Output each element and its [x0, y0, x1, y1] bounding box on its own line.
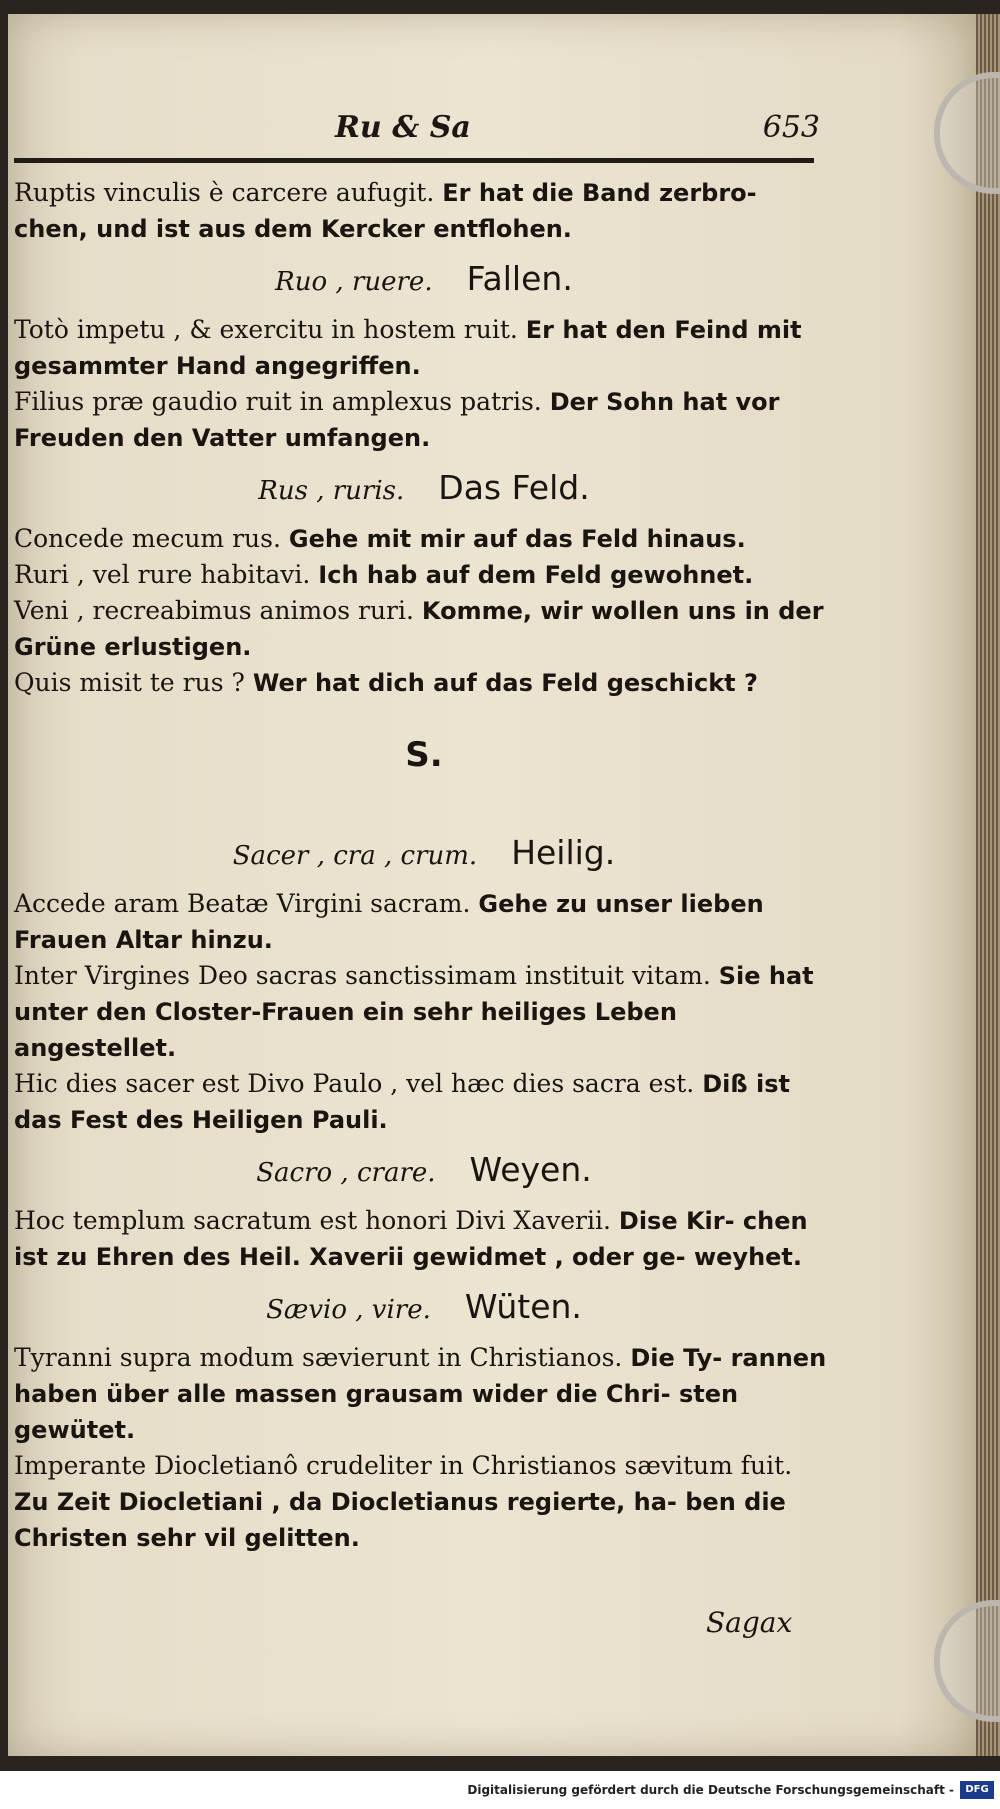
- headword-latin: Sacro , crare.: [256, 1158, 436, 1188]
- footer-credit: Digitalisierung gefördert durch die Deutsche Forschungsgemeinschaft -: [467, 1783, 954, 1797]
- example-sentence: [14, 312, 834, 384]
- dictionary-entry: [14, 1148, 834, 1275]
- page-edge: [976, 14, 1000, 1756]
- example-german: Diß ist das Fest des Heiligen Pauli.: [14, 1070, 790, 1134]
- section-letter: S.: [405, 735, 443, 775]
- example-latin: Imperante Diocletianô crudeliter in Christianos sævitum fuit.: [14, 1451, 793, 1480]
- headword-german: Fallen.: [466, 259, 573, 298]
- headword-latin: Sævio , vire.: [266, 1295, 431, 1325]
- example-german: Dise Kir- chen ist zu Ehren des Heil. Xaverii gewidmet , oder ge- weyhet.: [14, 1207, 808, 1271]
- example-latin: Filius præ gaudio ruit in amplexus patris.: [14, 387, 542, 416]
- header-rule: [14, 158, 814, 163]
- example-german: Sie hat unter den Closter-Frauen ein sehr heiliges Leben angestellet.: [14, 962, 814, 1062]
- example-german: Ich hab auf dem Feld gewohnet.: [318, 561, 754, 589]
- headword-line: [14, 1285, 834, 1332]
- dictionary-entry: [14, 257, 834, 456]
- dictionary-entry: [14, 466, 834, 701]
- example-sentence: [14, 1066, 834, 1138]
- entries-top: [14, 175, 834, 701]
- example-sentence: [14, 521, 834, 557]
- example-latin: Tyranni supra modum sævierunt in Christianos.: [14, 1343, 623, 1372]
- headword-latin: Rus , ruris.: [258, 476, 405, 506]
- page-header: [20, 110, 820, 160]
- example-german: Gehe mit mir auf das Feld hinaus.: [288, 525, 746, 553]
- example-latin: Concede mecum rus.: [14, 524, 281, 553]
- example-latin: Veni , recreabimus animos ruri.: [14, 596, 414, 625]
- example-sentence: [14, 665, 834, 701]
- catchword: Sagax: [706, 1606, 793, 1639]
- dictionary-text: [14, 175, 834, 1556]
- headword-german: Wüten.: [464, 1287, 582, 1326]
- headword-line: [14, 831, 834, 878]
- example-latin: Quis misit te rus ?: [14, 668, 245, 697]
- headword-latin: Sacer , cra , crum.: [232, 841, 478, 871]
- headword-latin: Ruo , ruere.: [275, 267, 433, 297]
- headword-line: [14, 257, 834, 304]
- example-latin: Hic dies sacer est Divo Paulo , vel hæc dies sacra est.: [14, 1069, 695, 1098]
- example-latin: Totò impetu , & exercitu in hostem ruit.: [14, 315, 518, 344]
- example-latin: Ruptis vinculis è carcere aufugit.: [14, 178, 435, 207]
- example-latin: Inter Virgines Deo sacras sanctissimam instituit vitam.: [14, 961, 711, 990]
- example-sentence: [14, 1448, 834, 1556]
- example-latin: Ruri , vel rure habitavi.: [14, 560, 311, 589]
- example-sentence: [14, 557, 834, 593]
- example-german: Zu Zeit Diocletiani , da Diocletianus regierte, ha- ben die Christen sehr vil gelitten.: [14, 1488, 786, 1552]
- example-sentence: [14, 175, 834, 247]
- example-sentence: [14, 886, 834, 958]
- headword-line: [14, 466, 834, 513]
- example-german: Komme, wir wollen uns in der Grüne erlustigen.: [14, 597, 824, 661]
- example-sentence: [14, 593, 834, 665]
- entries-bottom: [14, 831, 834, 1556]
- dfg-logo: DFG: [960, 1781, 994, 1799]
- digitization-footer: [0, 1771, 1000, 1809]
- headword-german: Heilig.: [511, 833, 616, 872]
- headword-german: Weyen.: [469, 1150, 592, 1189]
- example-sentence: [14, 958, 834, 1066]
- headword-line: [14, 1148, 834, 1195]
- dictionary-entry: [14, 175, 834, 247]
- example-german: Er hat den Feind mit gesammter Hand angegriffen.: [14, 316, 802, 380]
- dictionary-entry: [14, 831, 834, 1138]
- example-latin: Hoc templum sacratum est honori Divi Xaverii.: [14, 1206, 611, 1235]
- example-german: Gehe zu unser lieben Frauen Altar hinzu.: [14, 890, 764, 954]
- example-sentence: [14, 1340, 834, 1448]
- running-head: Ru & Sa: [335, 110, 471, 145]
- example-sentence: [14, 1203, 834, 1275]
- example-german: Der Sohn hat vor Freuden den Vatter umfangen.: [14, 388, 780, 452]
- example-german: Er hat die Band zerbro- chen, und ist aus dem Kercker entflohen.: [14, 179, 757, 243]
- headword-german: Das Feld.: [438, 468, 590, 507]
- example-sentence: [14, 384, 834, 456]
- dictionary-entry: [14, 1285, 834, 1556]
- example-latin: Accede aram Beatæ Virgini sacram.: [14, 889, 471, 918]
- example-german: Wer hat dich auf das Feld geschickt ?: [252, 669, 758, 697]
- page-number: 653: [762, 110, 820, 145]
- example-german: Die Ty- rannen haben über alle massen grausam wider die Chri- sten gewütet.: [14, 1344, 827, 1444]
